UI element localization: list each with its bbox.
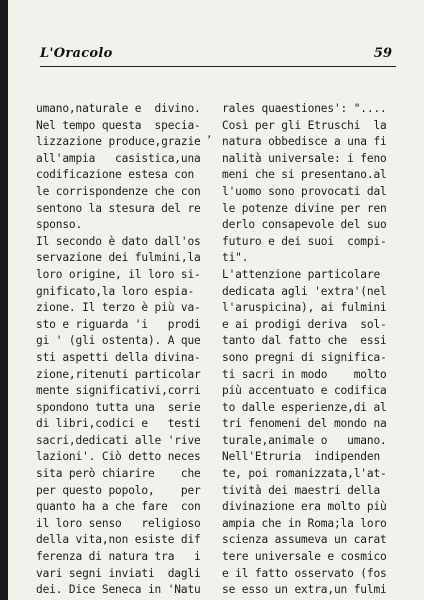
text-line: le corrispondenze che con: [36, 184, 201, 198]
margin-mark: ,: [206, 127, 213, 140]
text-line: sto e riguarda 'i prodi: [36, 317, 201, 331]
text-line: divinazione era molto più: [222, 500, 387, 514]
text-line: sita però chiarire che: [36, 467, 201, 481]
text-line: turale,animale o umano.: [222, 433, 387, 447]
text-line: dedicata agli 'extra'(nel: [222, 284, 387, 298]
text-line: spondono tutta una serie: [36, 400, 201, 414]
text-line: di libri,codici e testi: [36, 417, 201, 431]
header-rule: [40, 66, 396, 67]
text-line: umano,naturale e divino.: [36, 102, 201, 115]
text-line: per questo popolo, per: [36, 483, 201, 497]
text-line: sponso.: [36, 218, 83, 232]
text-line: l'uomo sono provocati dal: [222, 184, 387, 198]
text-line: rales quaestiones': "....: [222, 102, 387, 115]
text-line: ti".: [222, 251, 249, 265]
text-line: lizzazione produce,grazie: [36, 135, 201, 149]
text-line: lazioni'. Ciò detto neces: [36, 450, 201, 464]
text-line: della vita,non esiste dif: [36, 533, 201, 547]
text-line: derlo consapevole del suo: [222, 218, 387, 232]
left-column: [36, 101, 201, 599]
text-line: servazione dei fulmini,la: [36, 251, 201, 265]
text-line: loro origine, il loro si-: [36, 267, 201, 281]
text-line: mente significativi,corri: [36, 384, 201, 398]
text-line: meni che si presentano.al: [222, 168, 387, 182]
text-line: vari segni inviati dagli: [36, 566, 201, 580]
text-line: Nell'Etruria indipenden: [222, 450, 381, 464]
text-line: sacri,dedicati alle 'rive: [36, 433, 201, 447]
text-line: dei. Dice Seneca in 'Natu: [36, 583, 201, 597]
text-line: quanto ha a che fare con: [36, 500, 201, 514]
text-line: Il secondo è dato dall'os: [36, 234, 201, 248]
text-line: più accentuato e codifica: [222, 384, 387, 398]
text-line: se esso un extra,un fulmi: [222, 583, 387, 597]
text-line: tere universale e cosmico: [222, 550, 387, 564]
text-line: tività dei maestri della: [222, 483, 381, 497]
text-line: to dalle esperienze,di al: [222, 400, 387, 414]
text-line: codificazione estesa con: [36, 168, 195, 182]
text-line: futuro e dei suoi compi-: [222, 234, 387, 248]
text-line: sono pregni di significa-: [222, 350, 387, 364]
text-line: all'ampia casistica,una: [36, 151, 201, 165]
text-line: ampia che in Roma;la loro: [222, 516, 387, 530]
text-line: gnificato,la loro espia-: [36, 284, 195, 298]
text-line: sentono la stesura del re: [36, 201, 201, 215]
text-line: Così per gli Etruschi la: [222, 118, 387, 132]
text-line: le potenze divine per ren: [222, 201, 387, 215]
text-line: natura obbedisce a una fi: [222, 135, 387, 149]
page-header: [40, 46, 392, 66]
right-column: [222, 101, 392, 599]
text-line: scienza assumeva un carat: [222, 533, 387, 547]
text-line: tri fenomeni del mondo na: [222, 417, 387, 431]
text-line: tanto dal fatto che essi: [222, 334, 387, 348]
text-line: e il fatto osservato (fos: [222, 566, 387, 580]
text-line: l'aruspicina), ai fulmini: [222, 301, 387, 315]
text-line: il loro senso religioso: [36, 516, 201, 530]
text-line: sti aspetti della divina-: [36, 350, 201, 364]
text-line: Nel tempo questa specia-: [36, 118, 201, 132]
text-line: zione,ritenuti particolar: [36, 367, 201, 381]
journal-title: L'Oracolo: [40, 46, 113, 61]
page-edge-shadow: [0, 0, 8, 600]
text-line: gi ' (gli ostenta). A que: [36, 334, 201, 348]
text-line: e ai prodigi deriva sol-: [222, 317, 387, 331]
text-line: ti sacri in modo molto: [222, 367, 387, 381]
text-line: L'attenzione particolare: [222, 267, 381, 281]
text-line: ferenza di natura tra i: [36, 550, 201, 564]
page-number: 59: [373, 46, 392, 61]
text-line: te, poi romanizzata,l'at-: [222, 467, 387, 481]
text-line: nalità universale: i feno: [222, 151, 387, 165]
text-line: zione. Il terzo è più va-: [36, 301, 201, 315]
